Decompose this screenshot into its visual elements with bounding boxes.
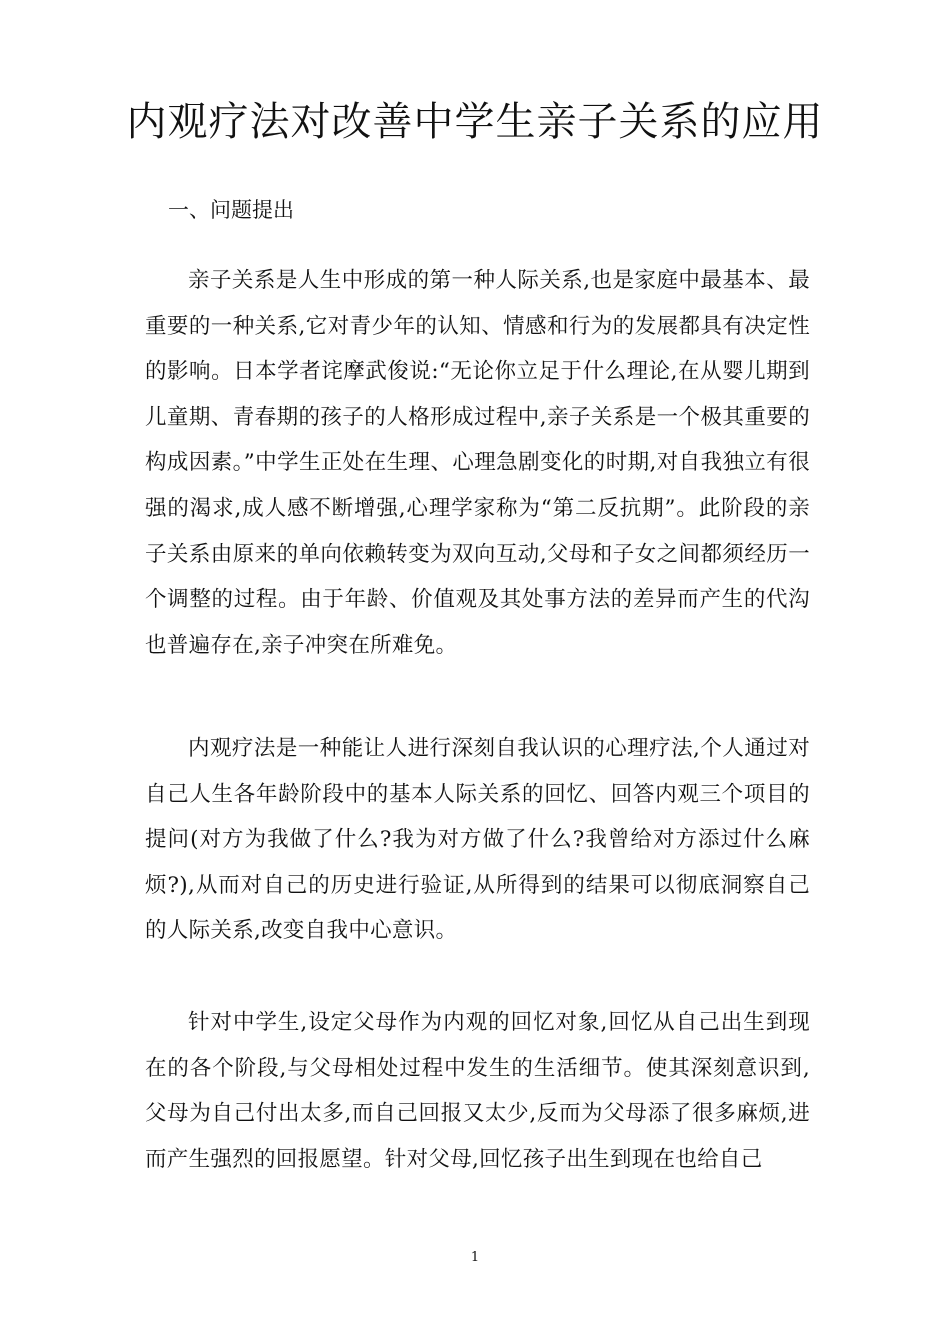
page-number: 1: [470, 1250, 480, 1265]
paragraph-3: 针对中学生,设定父母作为内观的回忆对象,回忆从自己出生到现在的各个阶段,与父母相处过程中发生的生活细节。使其深刻意识到,父母为自己付出太多,而自己回报又太少,反而为父母添了很多麻烦,进而产生强烈的回报愿望。针对父母,回忆孩子出生到现在也给自己: [145, 1010, 810, 1172]
document-title: 内观疗法对改善中学生亲子关系的应用: [126, 99, 824, 145]
paragraph-1: 亲子关系是人生中形成的第一种人际关系,也是家庭中最基本、最重要的一种关系,它对青少年的认知、情感和行为的发展都具有决定性的影响。日本学者诧摩武俊说:“无论你立足于什么理论,在从婴儿期到儿童期、青春期的孩子的人格形成过程中,亲子关系是一个极其重要的构成因素。”中学生正处在生理、心理急剧变化的时期,对自我独立有很强的渴求,成人感不断增强,心理学家称为“第二反抗期”。此阶段的亲子关系由原来的单向依赖转变为双向互动,父母和子女之间都须经历一个调整的过程。由于年龄、价值观及其处事方法的差异而产生的代沟也普遍存在,亲子冲突在所难免。: [145, 268, 810, 658]
section-heading: 一、问题提出: [168, 198, 294, 222]
paragraph-2: 内观疗法是一种能让人进行深刻自我认识的心理疗法,个人通过对自己人生各年龄阶段中的基本人际关系的回忆、回答内观三个项目的提问(对方为我做了什么?我为对方做了什么?我曾给对方添过什么麻烦?),从而对自己的历史进行验证,从所得到的结果可以彻底洞察自己的人际关系,改变自我中心意识。: [145, 736, 810, 944]
